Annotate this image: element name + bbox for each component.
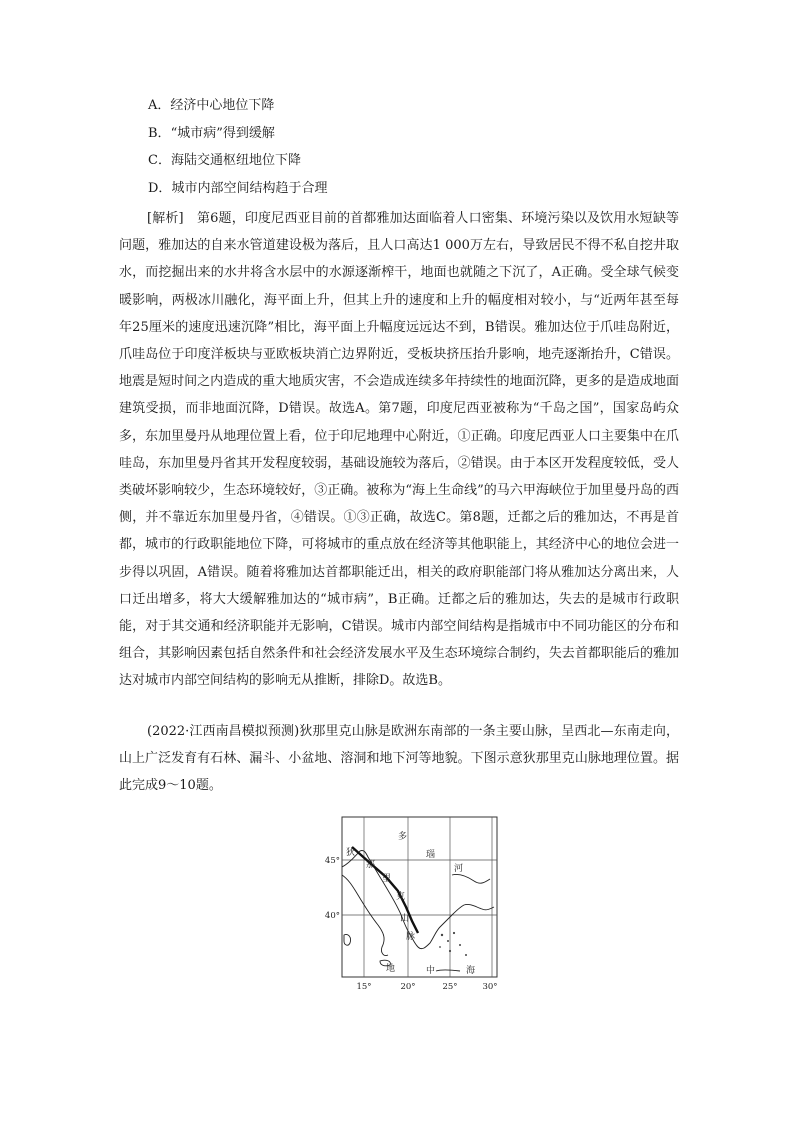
- lon-label-30: 30°: [482, 982, 498, 992]
- island: [459, 944, 461, 946]
- island: [453, 932, 455, 934]
- lon-label-15: 15°: [356, 982, 372, 992]
- lon-label-20: 20°: [400, 982, 416, 992]
- question-intro-text: 狄那里克山脉是欧洲东南部的一条主要山脉，呈西北—东南走向，山上广泛发育有石林、漏斗、小盆地、溶洞和地下河等地貌。下图示意狄那里克山脉地理位置。据此完成9～10题。: [119, 724, 679, 794]
- analysis-text: 第6题，印度尼西亚目前的首都雅加达面临着人口密集、环境污染以及饮用水短缺等问题，雅加达的自来水管道建设极为落后，且人口高达1 000万左右，导致居民不得不私自挖井取水，而挖掘出来的水井将含水层中的水源逐渐榨干，地面也就随之下沉了，A正确。受全球气候变暖影响，两极冰川融化，海平面上升，但其上升的速度和上升的幅度相对较小，与“近两年甚至每年25厘米的速度迅速沉降”相比，海平面上升幅度远远达不到，B错误。雅加达位于爪哇岛附近，爪哇岛位于印度洋板块与亚欧板块消亡边界附近，受板块挤压抬升影响，地壳逐渐抬升，C错误。地震是短时间之内造成的重大地质灾害，不会造成连续多年持续性的地面沉降，更多的是造成地面建筑受损，而非地面沉降，D错误。故选A。第7题，印度尼西亚被称为“千岛之国”，国家岛屿众多，东加里曼丹从地理位置上看，位于印尼地理中心附近，①正确。印度尼西亚人口主要集中在爪哇岛，东加里曼丹省其开发程度较弱，基础设施较为落后，②错误。由于本区开发程度较低，受人类破坏影响较少，生态环境较好，③正确。被称为“海上生命线”的马六甲海峡位于加里曼丹岛的西侧，并不靠近东加里曼丹省，④错误。①③正确，故选C。第8题，迁都之后的雅加达，不再是首都，城市的行政职能地位下降，可将城市的重点放在经济等其他职能上，其经济中心的地位会进一步得以巩固，A错误。随着将雅加达首都职能迁出，相关的政府职能部门将从雅加达分离出来，人口迁出增多，将大大缓解雅加达的“城市病”，B正确。迁都之后的雅加达，失去的是城市行政职能，对于其交通和经济职能并无影响，C错误。城市内部空间结构是指城市中不同功能区的分布和组合，其影响因素包括自然条件和社会经济发展水平及生态环境综合制约，失去首都职能后的雅加达对城市内部空间结构的影响无从推断，排除D。故选B。: [119, 211, 679, 689]
- question-source: (2022·江西南昌模拟预测): [147, 724, 300, 739]
- map-figure: [322, 815, 502, 995]
- island: [439, 946, 441, 948]
- analysis-paragraph: [119, 205, 679, 695]
- analysis-tag: [解析]: [147, 211, 184, 226]
- river-char: 河: [454, 864, 464, 874]
- option-a: A．经济中心地位下降: [148, 98, 275, 113]
- sea-char: 地: [386, 964, 396, 974]
- island: [441, 934, 443, 936]
- range-char: 里: [382, 874, 392, 884]
- option-d: D．城市内部空间结构趋于合理: [148, 180, 328, 196]
- island: [447, 940, 449, 942]
- option-b: B．“城市病”得到缓解: [148, 125, 275, 141]
- range-char: 那: [366, 860, 376, 870]
- choice-options: [148, 92, 688, 202]
- lon-label-25: 25°: [442, 982, 458, 992]
- map-frame: [342, 817, 497, 977]
- river-char: 瑙: [426, 850, 436, 860]
- dinaric-alps-map: [322, 815, 502, 995]
- latitude-labels: [325, 856, 340, 921]
- island: [465, 954, 467, 956]
- range-char: 狄: [346, 848, 356, 858]
- longitude-labels: [356, 982, 497, 992]
- sea-char: 中: [426, 966, 436, 976]
- island: [449, 950, 451, 952]
- lat-label-45: 45°: [324, 856, 340, 866]
- range-char: 克: [396, 892, 406, 902]
- sea-char: 海: [466, 966, 476, 976]
- option-c: C．海陆交通枢纽地位下降: [148, 153, 301, 168]
- range-char: 山: [400, 914, 410, 924]
- river-char: 多: [398, 832, 408, 842]
- question-intro: [119, 718, 679, 800]
- range-char: 脉: [406, 932, 416, 942]
- lat-label-40: 40°: [324, 911, 340, 921]
